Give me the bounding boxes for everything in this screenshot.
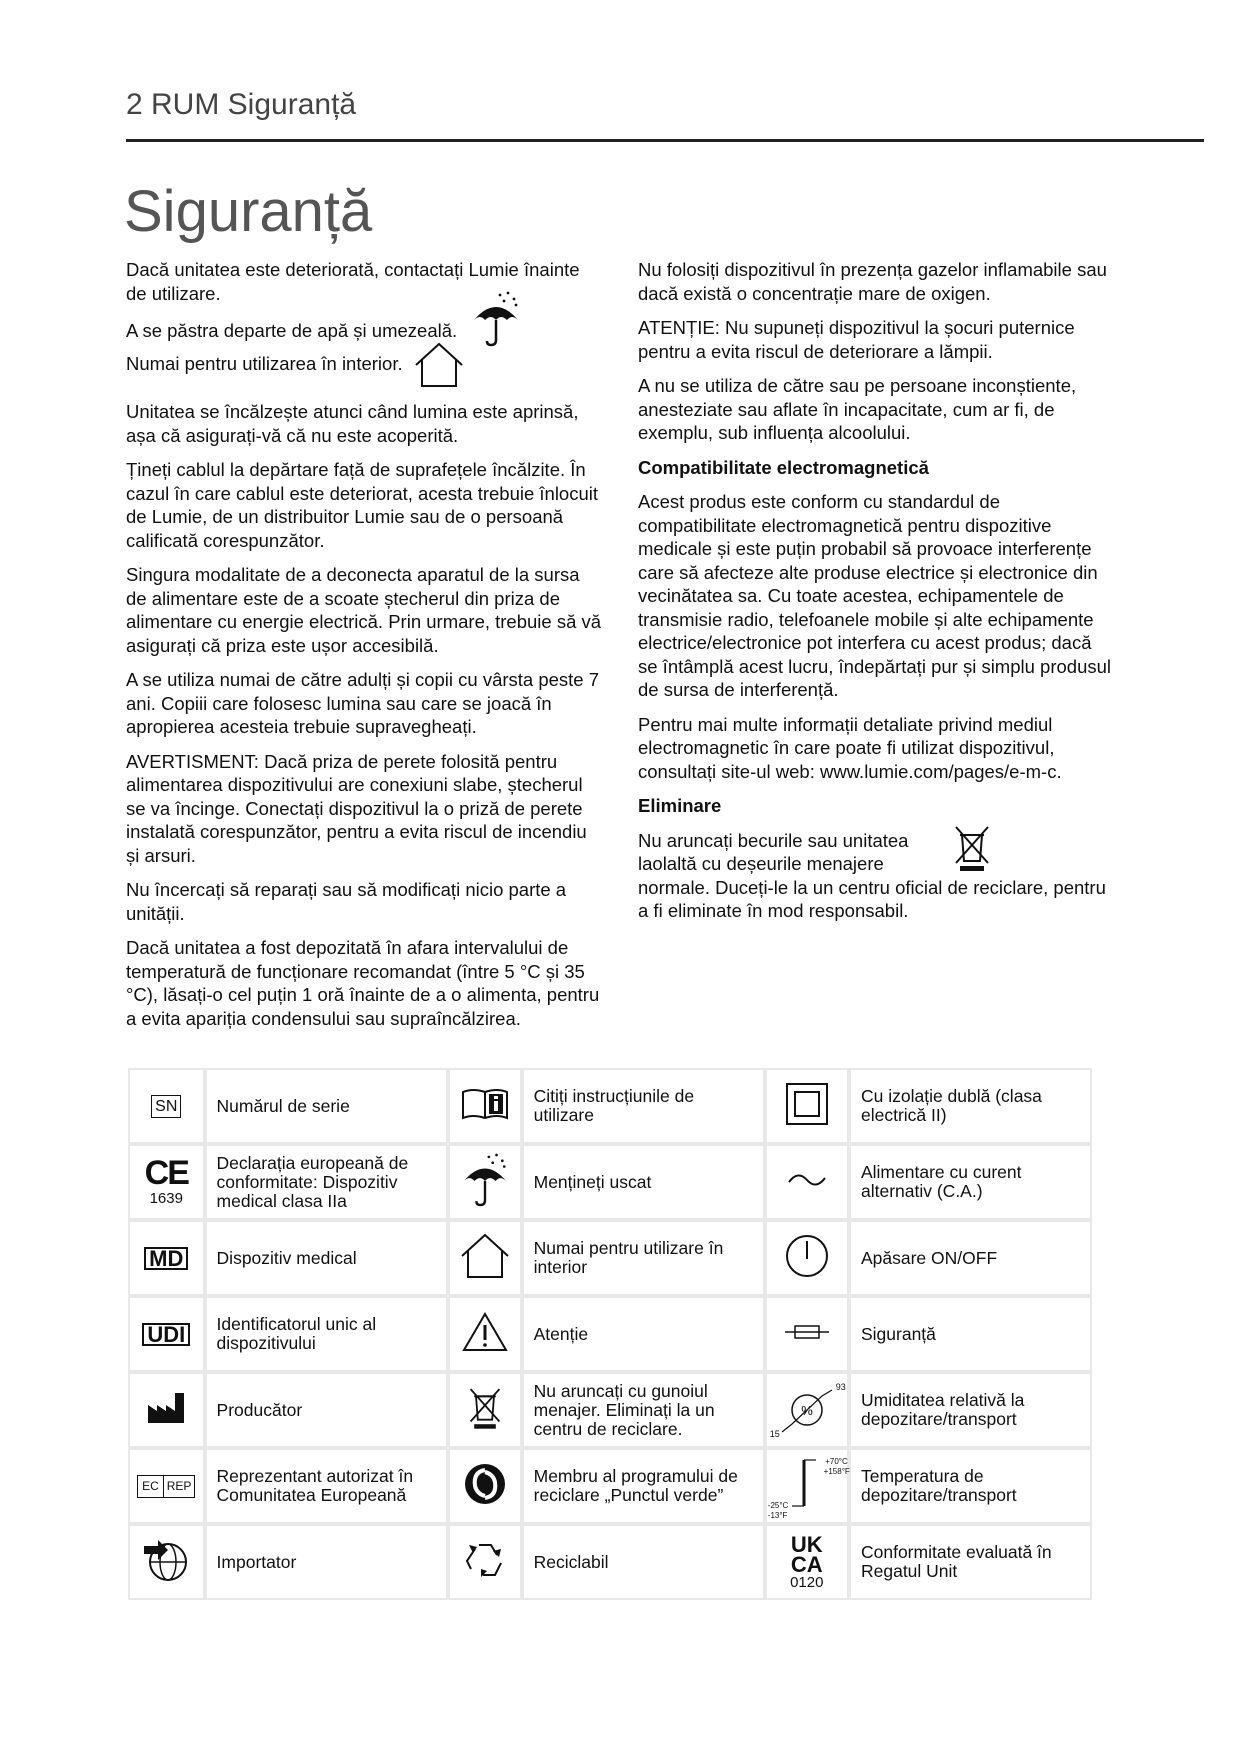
symbols-table [128,1068,1092,1600]
disposal-paragraph: Nu aruncați becurile sau unitatea laolaltă cu deșeurile menajere normale. Duceți-le la un centru oficial de reciclare, pentru a fi eliminate în mod responsabil. [638,829,1106,921]
symbol-label: Mențineți uscat [522,1144,765,1220]
table-row [128,1144,1092,1220]
disposal-block [638,829,1112,923]
caution-symbol-cell [448,1296,522,1372]
symbol-label: Conformitate evaluată în Regatul Unit [849,1524,1092,1600]
left-column [126,258,602,1041]
svg-text:%: % [801,1403,813,1418]
emc-paragraph-1: Acest produs este conform cu standardul de compatibilitate electromagnetică pentru dispozitive medicale și este puțin probabil să provoace interferențe care să afecteze alte produse electrice și electronice din vecinătatea sa. Cu toate acestea, echipamentele de transmisie radio, telefoanele mobile și alte echipamente electrice/electronice pot interfera cu acest produs; dacă se întâmplă acest lucru, îndepărtați pur și simplu produsul de sursa de interferență. [638,491,1112,700]
symbol-label: Citiți instrucțiunile de utilizare [522,1068,765,1144]
rep-label: REP [166,1478,192,1493]
house-icon [458,1230,512,1282]
udi-icon: UDI [142,1323,190,1346]
paragraph-disconnect: Singura modalitate de a deconecta aparatul de la sursa de alimentare este de a scoate ștecherul din priza de alimentare cu energie electrică. Prin urmare, trebuie să vă asigurați că priza este ușor accesibilă. [126,564,602,656]
weee-bin-icon [952,823,992,873]
humidity-symbol-cell [765,1372,849,1448]
table-row [128,1220,1092,1296]
ce-symbol-cell [128,1144,205,1220]
fuse-icon [783,1323,831,1341]
paragraph-children: A se utiliza numai de către adulți și copii cu vârsta peste 7 ani. Copiii care folosesc lumina sau care se joacă în apropierea acesteia trebuie supravegheați. [126,669,600,737]
fuse-symbol-cell [765,1296,849,1372]
symbol-label: Reprezentant autorizat în Comunitatea Europeană [205,1448,448,1524]
ce-mark-icon: CE [144,1153,188,1192]
paragraph-shock: ATENȚIE: Nu supuneți dispozitivul la șocuri puternice pentru a evita riscul de deteriorare a lămpii. [638,317,1075,362]
ukca-symbol-cell [765,1524,849,1600]
ec-rep-icon [137,1475,195,1498]
emc-heading: Compatibilitate electromagnetică [638,456,929,478]
paragraph-unconscious: A nu se utiliza de către sau pe persoane inconștiente, anesteziate sau aflate în incapacitate, cum ar fi, de exemplu, sub influența alcoolului. [638,375,1077,443]
table-row [128,1068,1092,1144]
power-symbol-cell [765,1220,849,1296]
indoor-symbol-cell [448,1220,522,1296]
green-dot-icon [463,1462,507,1506]
paragraph-cable: Țineți cablul la depărtare față de suprafețele încălzite. În cazul în care cablul este deteriorat, acesta trebuie înlocuit de Lumie, de un distribuitor Lumie sau de o persoană calificată corespunzător. [126,459,599,551]
weee-symbol-cell [448,1372,522,1448]
class2-symbol-cell [765,1068,849,1144]
symbol-label: Alimentare cu curent alternativ (C.A.) [849,1144,1092,1220]
symbol-label: Atenție [522,1296,765,1372]
right-column [638,258,1112,934]
double-insulation-icon [785,1082,829,1126]
temp-max-f: +158°F [823,1467,850,1476]
paragraph-temperature: Dacă unitatea a fost depozitată în afara intervalului de temperatură de funcționare recomandat (între 5 °C și 35 °C), lăsați-o cel puțin 1 oră înainte de a o alimenta, pentru a evita apariția condensului sau supraîncălzirea. [126,937,600,1029]
symbol-label: Reciclabil [522,1524,765,1600]
paragraph-warning: AVERTISMENT: Dacă priza de perete folosită pentru alimentarea dispozitivului are conexiuni slabe, ștecherul se va încinge. Conectați dispozitivul la o priză de perete instalată corespunzător, pentru a evita riscul de incendiu și arsuri. [126,750,587,866]
page-title: Siguranță [124,179,373,244]
symbol-label: Dispozitiv medical [205,1220,448,1296]
symbol-label: Numărul de serie [205,1068,448,1144]
page-header: 2 RUM Siguranță [126,88,357,121]
caution-triangle-icon [461,1311,509,1353]
emc-paragraph-2: Pentru mai multe informații detaliate privind mediul electromagnetic în care poate fi utilizat dispozitivul, consultați site-ul web: www.lumie.com/pages/e-m-c. [638,713,1062,782]
symbol-label: Nu aruncați cu gunoiul menajer. Eliminați la un centru de reciclare. [522,1372,765,1448]
temperature-limit-icon [767,1454,850,1520]
ukca-number: 0120 [790,1573,824,1591]
symbol-label: Declarația europeană de conformitate: Dispozitiv medical clasa IIa [205,1144,448,1220]
keep-dry-symbol-cell [448,1144,522,1220]
temp-min-c: -25°C [767,1501,789,1510]
disposal-heading: Eliminare [638,795,722,816]
sn-symbol-cell [128,1068,205,1144]
temp-max-c: +70°C [825,1457,848,1466]
symbol-label: Umiditatea relativă la depozitare/transport [849,1372,1092,1448]
house-icon [412,341,466,389]
recyclable-symbol-cell [448,1524,522,1600]
humidity-max: 93 [835,1382,846,1392]
paragraph-indoor [126,341,602,389]
medical-device-icon: MD [144,1247,188,1270]
manufacturer-factory-icon [146,1391,186,1425]
paragraph-keep-dry-text: A se păstra departe de apă și umezeală. [126,319,458,341]
symbol-label: Producător [205,1372,448,1448]
udi-symbol-cell [128,1296,205,1372]
symbol-label: Apăsare ON/OFF [849,1220,1092,1296]
table-row [128,1372,1092,1448]
symbol-label: Importator [205,1524,448,1600]
umbrella-icon [460,1151,510,1209]
importer-symbol-cell [128,1524,205,1600]
ce-number: 1639 [149,1189,183,1207]
power-on-off-icon [784,1233,830,1279]
humidity-min: 15 [769,1429,780,1439]
temp-min-f: -13°F [767,1511,788,1520]
symbol-label: Temperatura de depozitare/transport [849,1448,1092,1524]
green-dot-symbol-cell [448,1448,522,1524]
header-rule [126,139,1204,142]
alternating-current-icon [785,1170,829,1190]
serial-number-icon: SN [151,1095,181,1118]
symbol-label: Membru al programului de reciclare „Punctul verde” [522,1448,765,1524]
ifu-symbol-cell [448,1068,522,1144]
read-instructions-icon [461,1086,509,1122]
symbol-label: Siguranță [849,1296,1092,1372]
table-row [128,1448,1092,1524]
paragraph-gases: Nu folosiți dispozitivul în prezența gazelor inflamabile sau dacă există o concentrație mare de oxigen. [638,259,1107,304]
paragraph-heat: Unitatea se încălzește atunci când lumina este aprinsă, așa că asigurați-vă că nu este acoperită. [126,401,579,446]
weee-bin-icon [467,1383,503,1433]
table-row [128,1296,1092,1372]
ec-rep-symbol-cell [128,1448,205,1524]
importer-globe-icon [142,1536,190,1584]
symbol-label: Identificatorul unic al dispozitivului [205,1296,448,1372]
umbrella-icon [470,290,522,348]
ac-symbol-cell [765,1144,849,1220]
symbol-label: Numai pentru utilizare în interior [522,1220,765,1296]
symbol-label: Cu izolație dublă (clasa electrică II) [849,1068,1092,1144]
ukca-mark-icon: UK CA [790,1531,823,1577]
temperature-symbol-cell [765,1448,849,1524]
recycling-arrows-icon [463,1539,507,1581]
table-row [128,1524,1092,1600]
manufacturer-symbol-cell [128,1372,205,1448]
ec-label: EC [138,1476,164,1497]
paragraph-indoor-text: Numai pentru utilizarea în interior. [126,352,403,374]
paragraph-damaged: Dacă unitatea este deteriorată, contactați Lumie înainte de utilizare. [126,259,580,304]
paragraph-no-repair: Nu încercați să reparați sau să modificați nicio parte a unității. [126,879,567,924]
humidity-limit-icon [769,1380,846,1440]
md-symbol-cell [128,1220,205,1296]
